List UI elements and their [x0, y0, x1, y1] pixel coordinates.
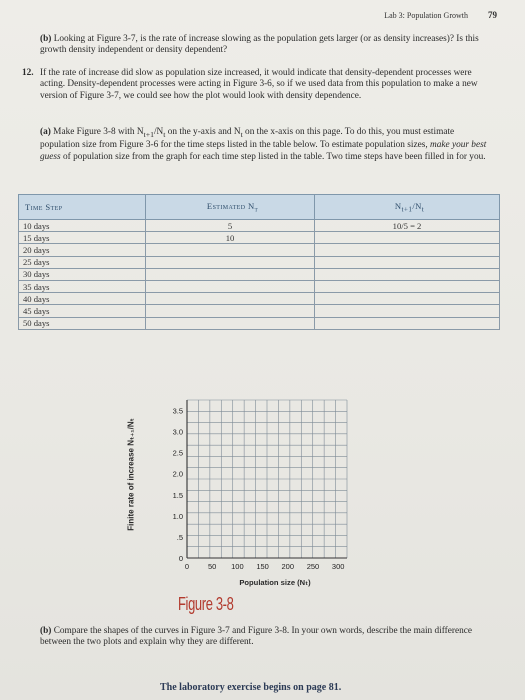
question-a-label: (a): [40, 127, 51, 137]
ratio-cell[interactable]: 10/5 = 2: [315, 220, 500, 232]
subscript-t1: t+1: [143, 129, 154, 139]
subscript-t: t: [163, 129, 166, 139]
question-b-label: (b): [40, 34, 52, 44]
time-step-cell: 50 days: [19, 317, 146, 329]
y-tick-label: .5: [176, 532, 183, 542]
question-a-text-5: of population size from the graph for each time step listed in the table. Two time steps have been filled in for you.: [60, 151, 486, 162]
ratio-cell[interactable]: [315, 232, 500, 244]
ratio-cell[interactable]: [315, 256, 500, 268]
y-tick-label: 3.5: [172, 406, 183, 416]
ratio-cell[interactable]: [315, 244, 500, 256]
figure-3-8-graph: [155, 390, 375, 580]
estimated-n-cell[interactable]: [146, 280, 315, 292]
header-ratio-tail: /N: [412, 200, 422, 211]
x-tick-labels: [185, 562, 345, 571]
header-estimated-n: [146, 195, 315, 220]
time-step-cell: 10 days: [19, 220, 146, 232]
question-a-text-1: Make Figure 3-8 with N: [53, 127, 144, 137]
time-step-table: [18, 194, 500, 330]
x-axis-label: Population size (Nₜ): [239, 578, 311, 587]
time-step-cell: 20 days: [19, 244, 146, 256]
x-tick-label: 200: [281, 562, 295, 571]
time-step-cell: 15 days: [19, 232, 146, 244]
table-header-row: [19, 195, 500, 220]
running-header: [384, 10, 497, 20]
x-tick-label: 100: [231, 562, 244, 571]
header-estimated-n-label: Estimated N: [206, 200, 255, 211]
question-a-text-2: /N: [153, 127, 164, 137]
header-time-step-label: Time Step: [25, 202, 63, 212]
header-ratio: [315, 195, 500, 220]
graph-grid: [187, 400, 347, 558]
ratio-cell[interactable]: [315, 305, 500, 317]
header-ratio-label: N: [394, 200, 402, 211]
ratio-cell[interactable]: [315, 280, 500, 292]
table-row: [19, 268, 500, 280]
table-row: [19, 220, 500, 232]
question-a-italic: make your best guess: [40, 140, 487, 162]
question-12-number: 12.: [22, 68, 34, 78]
estimated-n-cell[interactable]: 5: [146, 220, 315, 232]
subscript-t: t: [240, 129, 243, 139]
header-time-step: [19, 195, 146, 220]
question-a-text-4: on the x-axis on this page. To do this, you must estimate population size from Figure 3-6 for the time steps listed in the table below. To estimate population sizes,: [40, 127, 455, 151]
table-row: [19, 256, 500, 268]
question-12-text: If the rate of increase did slow as population size increased, it would indicate that density-dependent processes were acting. Density-dependent processes were acting in Figure 3-6, so if we used data from this population to make a new version of Figure 3-7, we could see how the plot would look with density dependence.: [40, 68, 478, 101]
y-tick-label: 2.5: [172, 448, 183, 458]
question-b-compare-text: Compare the shapes of the curves in Figure 3-7 and Figure 3-8. In your own words, describe the main difference between the two plots and explain why they are different.: [40, 626, 473, 648]
time-step-cell: 25 days: [19, 256, 146, 268]
table-body: [19, 220, 500, 330]
table-row: [19, 305, 500, 317]
estimated-n-cell[interactable]: 10: [146, 232, 315, 244]
estimated-n-cell[interactable]: [146, 244, 315, 256]
estimated-n-cell[interactable]: [146, 305, 315, 317]
ratio-cell[interactable]: [315, 293, 500, 305]
y-tick-label: 0: [178, 554, 183, 563]
figure-title: Figure 3-8: [178, 594, 234, 614]
question-b: [40, 34, 492, 57]
estimated-n-cell[interactable]: [146, 268, 315, 280]
table-row: [19, 317, 500, 329]
table-row: [19, 232, 500, 244]
y-tick-label: 1.0: [172, 511, 183, 521]
footer-note: The laboratory exercise begins on page 81.: [160, 682, 342, 693]
y-tick-labels: [173, 407, 183, 563]
x-tick-label: 50: [208, 562, 217, 571]
ratio-cell[interactable]: [315, 317, 500, 329]
question-b-text: Looking at Figure 3-7, is the rate of increase slowing as the population gets larger (or as density increases)? Is this growth density independent or density dependent?: [40, 34, 479, 56]
page-number: 79: [488, 10, 497, 20]
y-tick-label: 1.5: [172, 490, 183, 500]
question-a-text-3: on the y-axis and N: [165, 127, 241, 137]
y-tick-label: 2.0: [172, 469, 183, 479]
header-ratio-tail-sub: t: [421, 205, 425, 214]
table-row: [19, 280, 500, 292]
running-title: Lab 3: Population Growth: [384, 11, 468, 20]
y-tick-label: 3.0: [172, 427, 183, 437]
estimated-n-cell[interactable]: [146, 256, 315, 268]
table-row: [19, 293, 500, 305]
time-step-cell: 40 days: [19, 293, 146, 305]
time-step-cell: 35 days: [19, 280, 146, 292]
question-b-compare: [40, 626, 500, 649]
question-a: [40, 127, 492, 163]
time-step-cell: 30 days: [19, 268, 146, 280]
ratio-cell[interactable]: [315, 268, 500, 280]
x-tick-label: 150: [256, 562, 269, 571]
estimated-n-cell[interactable]: [146, 317, 315, 329]
question-b-compare-label: (b): [40, 626, 52, 636]
table-row: [19, 244, 500, 256]
estimated-n-cell[interactable]: [146, 293, 315, 305]
x-tick-label: 250: [306, 562, 320, 571]
x-tick-label: 300: [331, 562, 345, 571]
x-tick-label: 0: [184, 562, 190, 571]
header-ratio-sub: t+1: [401, 205, 413, 214]
y-axis-label: Finite rate of increase Nₜ₊₁/Nₜ: [126, 418, 136, 531]
header-estimated-n-sub: t: [254, 205, 259, 214]
question-12: [22, 68, 492, 102]
time-step-cell: 45 days: [19, 305, 146, 317]
